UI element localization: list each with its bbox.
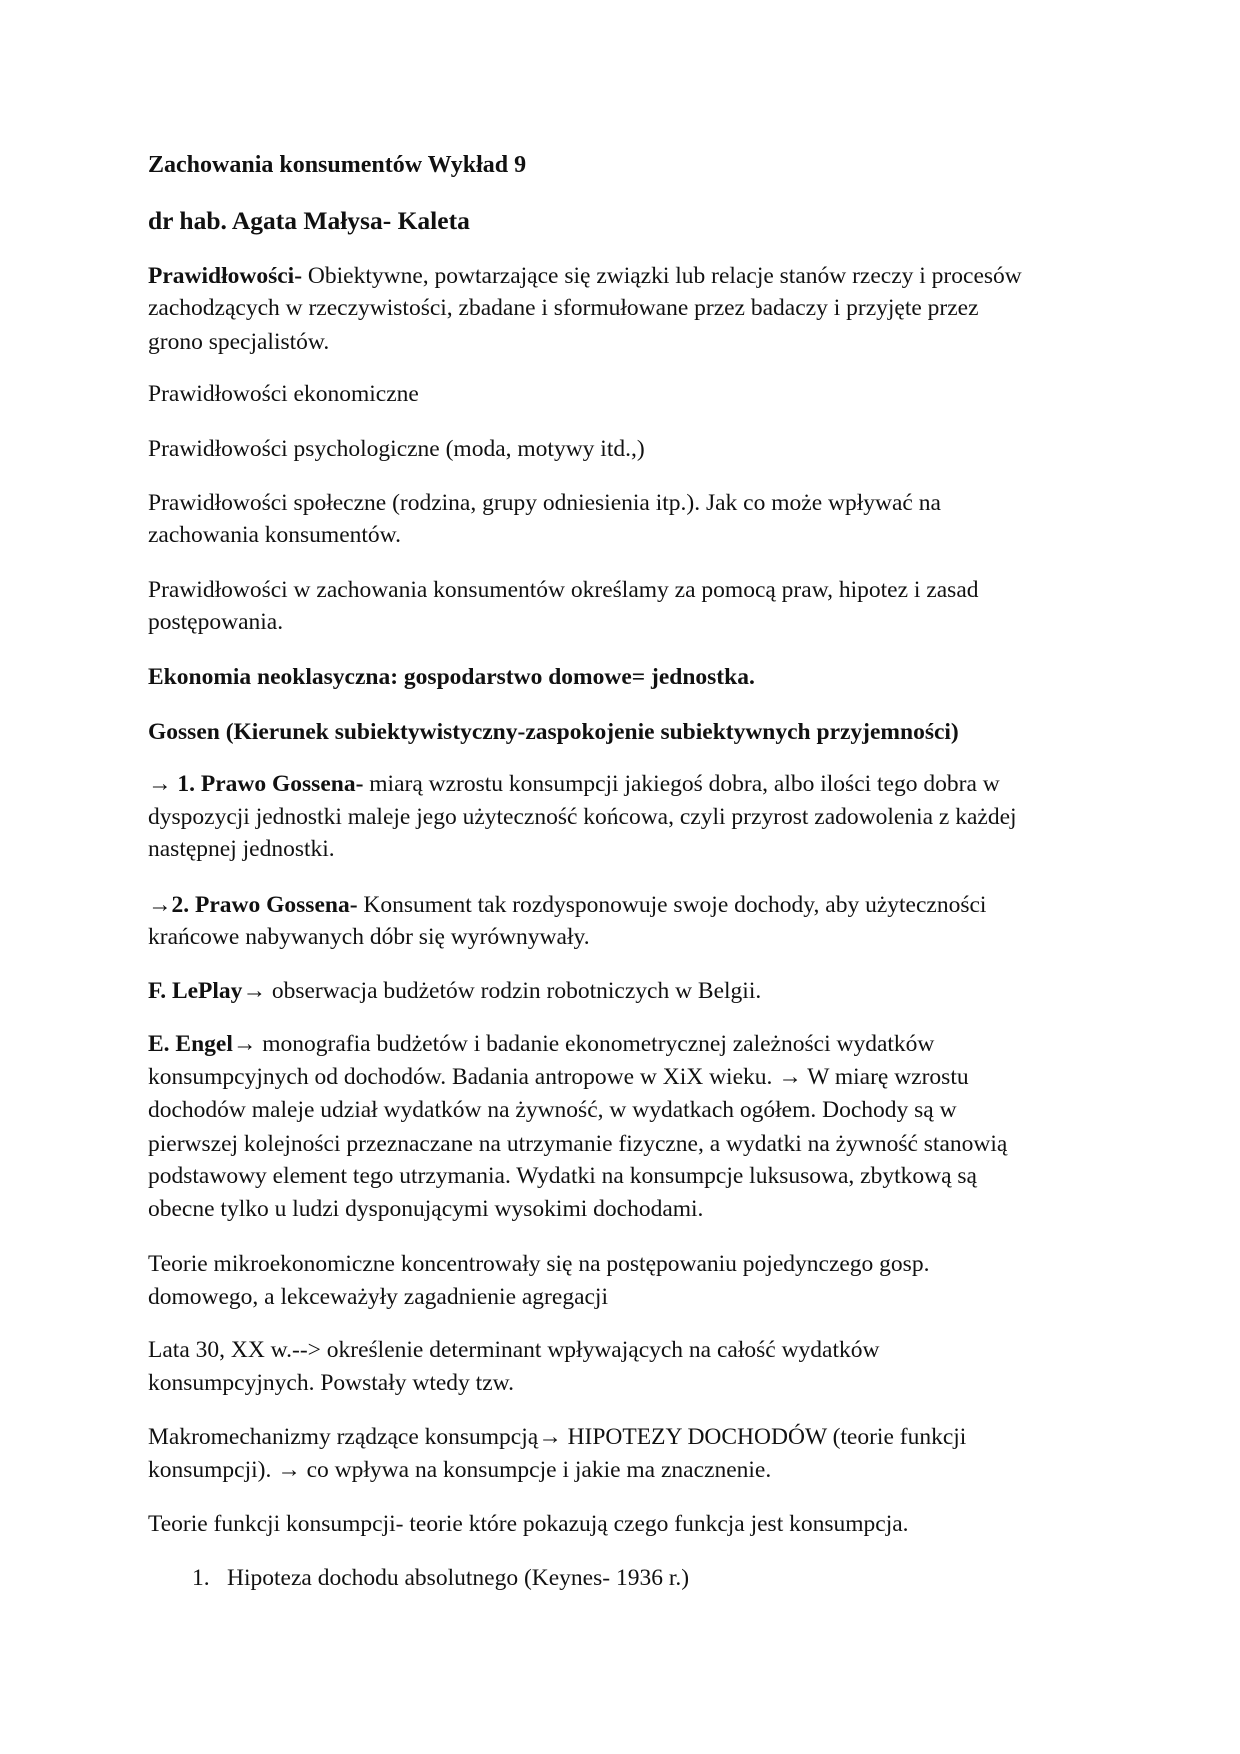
document-title: Zachowania konsumentów Wykład 9 (148, 152, 527, 178)
paragraph-line: pierwszej kolejności przeznaczane na utrzymanie fizyczne, a wydatki na żywność stanowią (148, 1131, 1008, 1157)
term: E. Engel (148, 1031, 233, 1057)
paragraph-line: postępowania. (148, 609, 284, 635)
text: miarą wzrostu konsumpcji jakiegoś dobra, albo ilości tego dobra w (363, 771, 1000, 797)
arrow-right-icon: → (232, 1031, 257, 1057)
text: Konsument tak rozdysponowuje swoje dochody, aby użyteczności (357, 892, 987, 918)
paragraph-line (148, 260, 1022, 293)
paragraph-line (148, 1061, 969, 1094)
list-item (0, 1562, 1100, 1595)
paragraph-line: dyspozycji jednostki maleje jego użyteczność końcowa, czyli przyrost zadowolenia z każdej (148, 804, 1017, 830)
paragraph-line (148, 1454, 771, 1487)
paragraph-line: podstawowy element tego utrzymania. Wydatki na konsumpcje luksusowa, zbytkową są (148, 1163, 977, 1189)
paragraph-line: Teorie mikroekonomiczne koncentrowały się na postępowaniu pojedynczego gosp. (148, 1251, 930, 1277)
term: Prawidłowości- (148, 263, 303, 289)
paragraph-line (148, 768, 1000, 801)
arrow-right-icon: → (148, 892, 172, 918)
text: monografia budżetów i badanie ekonometrycznej zależności wydatków (256, 1031, 935, 1057)
paragraph-economic: Prawidłowości ekonomiczne (148, 381, 419, 407)
paragraph-line: Lata 30, XX w.--> określenie determinant wpływających na całość wydatków (148, 1337, 880, 1363)
arrow-right-icon: → (778, 1064, 802, 1090)
paragraph-psychological: Prawidłowości psychologiczne (moda, motywy itd.,) (148, 436, 645, 462)
text: HIPOTEZY DOCHODÓW (teorie funkcji (561, 1424, 967, 1450)
term: F. LePlay (148, 978, 243, 1004)
text: obserwacja budżetów rodzin robotniczych w Belgii. (265, 978, 762, 1004)
paragraph-line: dochodów maleje udział wydatków na żywność, w wydatkach ogółem. Dochody są w (148, 1097, 957, 1123)
paragraph-line: zachowania konsumentów. (148, 522, 401, 548)
paragraph-line (148, 1028, 934, 1061)
arrow-right-icon: → (277, 1457, 301, 1483)
text: konsumpcji). (148, 1457, 278, 1483)
paragraph-line (148, 889, 986, 922)
paragraph-line: domowego, a lekceważyły zagadnienie agregacji (148, 1284, 608, 1310)
paragraph-line: obecne tylko u ludzi dysponującymi wysokimi dochodami. (148, 1196, 704, 1222)
arrow-right-icon: → (242, 978, 266, 1004)
text: konsumpcyjnych od dochodów. Badania antropowe w XiX wieku. (148, 1064, 779, 1090)
paragraph-line: Prawidłowości społeczne (rodzina, grupy odniesienia itp.). Jak co może wpływać na (148, 490, 941, 516)
list-item-number: 1. (192, 1565, 210, 1591)
arrow-right-icon: → (538, 1424, 562, 1450)
paragraph-line: krańcowe nabywanych dóbr się wyrównywały. (148, 924, 590, 950)
text: Obiektywne, powtarzające się związki lub relacje stanów rzeczy i procesów (302, 263, 1022, 289)
paragraph-line (148, 1421, 966, 1454)
text: co wpływa na konsumpcje i jakie ma znacznenie. (300, 1457, 772, 1483)
text: W miarę wzrostu (801, 1064, 969, 1090)
paragraph-line: zachodzących w rzeczywistości, zbadane i sformułowane przez badaczy i przyjęte przez (148, 295, 979, 321)
paragraph-line: grono specjalistów. (148, 329, 330, 355)
list-item-text: Hipoteza dochodu absolutnego (Keynes- 1936 r.) (227, 1565, 690, 1591)
heading-neoclassical: Ekonomia neoklasyczna: gospodarstwo domowe= jednostka. (148, 664, 755, 690)
arrow-right-icon: → (148, 771, 172, 797)
term: 1. Prawo Gossena- (171, 771, 364, 797)
term: 2. Prawo Gossena- (171, 892, 358, 918)
paragraph-leplay (148, 975, 761, 1008)
paragraph-consumption-theories: Teorie funkcji konsumpcji- teorie które pokazują czego funkcja jest konsumpcja. (148, 1511, 909, 1537)
paragraph-line: konsumpcyjnych. Powstały wtedy tzw. (148, 1370, 514, 1396)
document-author: dr hab. Agata Małysa- Kaleta (148, 206, 470, 235)
paragraph-line: Prawidłowości w zachowania konsumentów określamy za pomocą praw, hipotez i zasad (148, 577, 979, 603)
paragraph-line: następnej jednostki. (148, 836, 335, 862)
heading-gossen: Gossen (Kierunek subiektywistyczny-zaspokojenie subiektywnych przyjemności) (148, 719, 959, 745)
text: Makromechanizmy rządzące konsumpcją (148, 1424, 539, 1450)
